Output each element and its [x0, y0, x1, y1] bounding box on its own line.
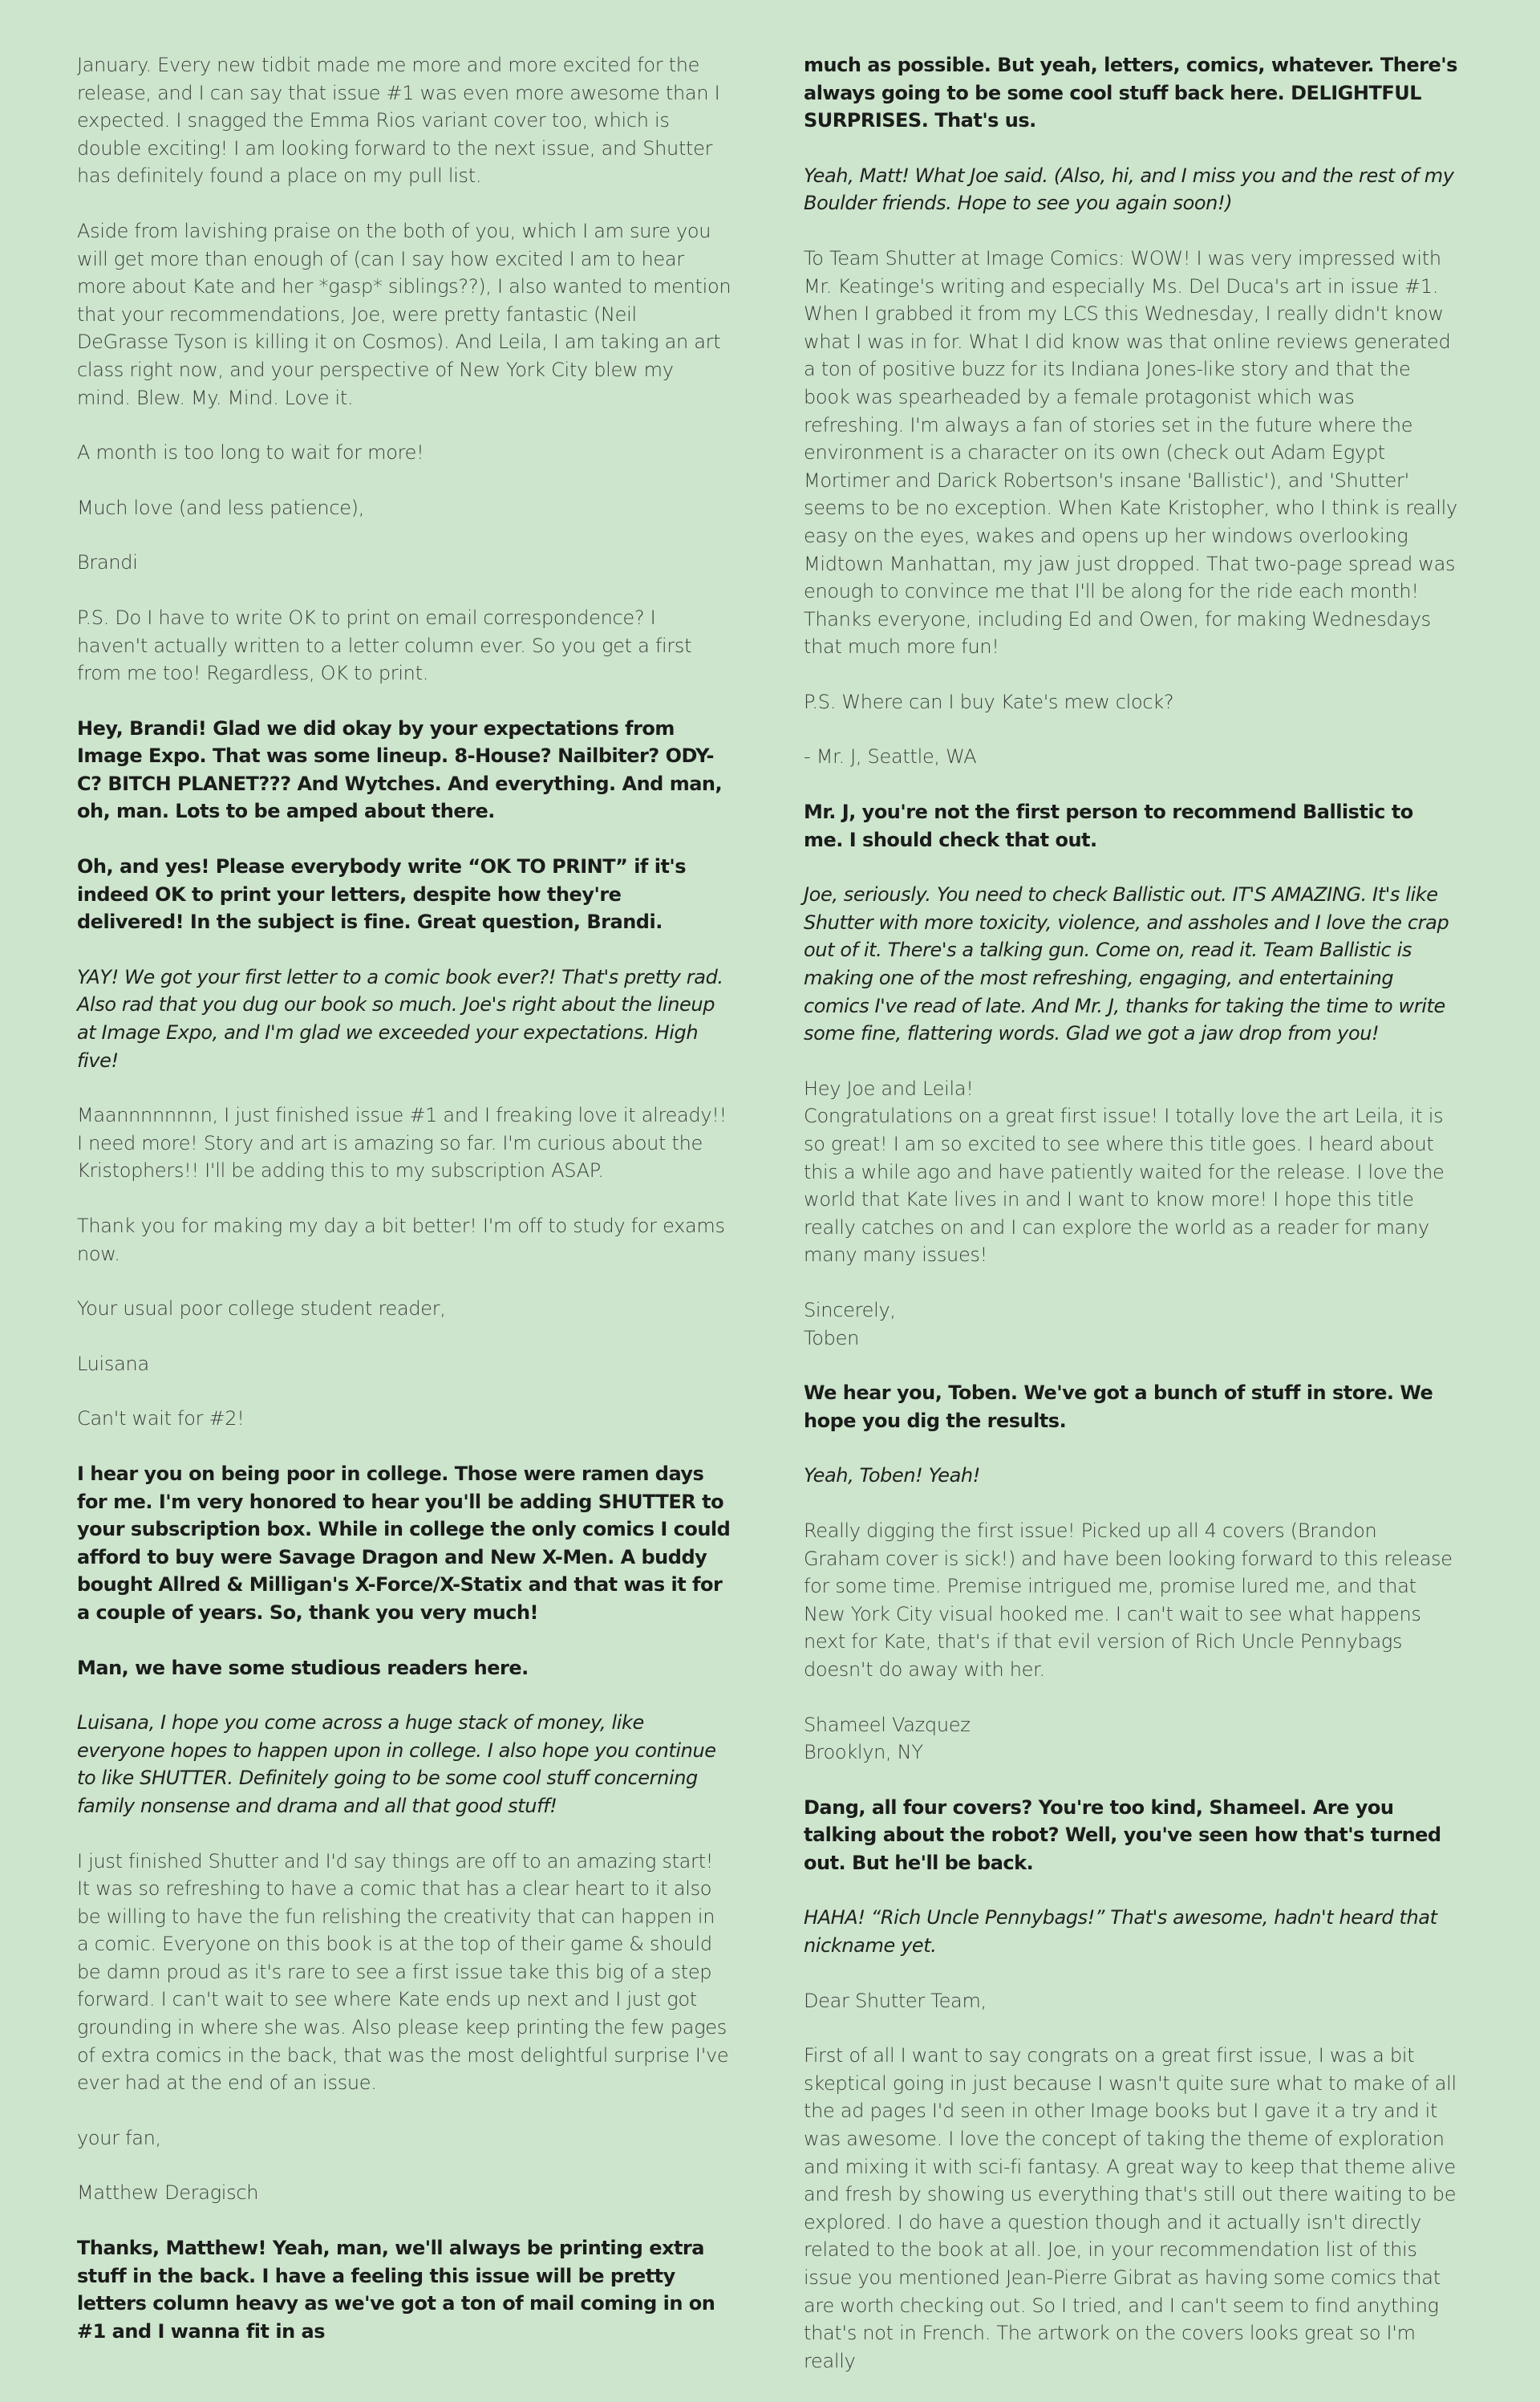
reader-letter-paragraph: Thank you for making my day a bit better! I'm off to study for exams now.: [77, 1215, 725, 1265]
leila-reply-paragraph: Joe, seriously. You need to check Ballistic out. IT'S AMAZING. It's like Shutter with more toxicity, violence, and assholes and I love the crap out of it. There's a talking gun. Come on, read it. Team Ballistic is making one of the most refreshing, engaging, and entertaining comics I've read of late. And Mr. J, thanks for taking the time to write some fine, flattering words. Glad we got a jaw drop from you!: [804, 883, 1449, 1045]
reader-letter-paragraph: Aside from lavishing praise on the both of you, which I am sure you will get more than enough of (can I say how excited I am to hear more about Kate and her *gasp* siblings??), I also wanted to mention that your recommendations, Joe, were pretty fantastic (Neil DeGrasse Tyson is killing it on Cosmos). And Leila, I am taking an art class right now, and your perspective of New York City blew my mind. Blew. My. Mind. Love it.: [77, 219, 732, 409]
left-column: [77, 51, 732, 2372]
leila-reply-paragraph: Yeah, Toben! Yeah!: [804, 1464, 980, 1487]
reader-letter-paragraph: Hey Joe and Leila!: [804, 1077, 974, 1100]
reader-letter-paragraph: your fan,: [77, 2126, 161, 2149]
reader-letter-paragraph: Really digging the first issue! Picked up all 4 covers (Brandon Graham cover is sick!) and have been looking forward to this release for some time. Premise intrigued me, promise lured me, and that New York City visual hooked me. I can't wait to see what happens next for Kate, that's if that evil version of Rich Uncle Pennybags doesn't do away with her.: [804, 1519, 1453, 1681]
reader-letter-paragraph: Shameel Vazquez: [804, 1713, 971, 1736]
joe-reply-paragraph: Mr. J, you're not the first person to recommend Ballistic to me. I should check that out.: [804, 801, 1413, 851]
joe-reply-paragraph: Oh, and yes! Please everybody write “OK TO PRINT” if it's indeed OK to print your letters, despite how they're delivered! In the subject is fine. Great question, Brandi.: [77, 855, 687, 934]
reader-letter-paragraph: Toben: [804, 1326, 859, 1349]
joe-reply-paragraph: Thanks, Matthew! Yeah, man, we'll always be printing extra stuff in the back. I have a feeling this issue will be pretty letters column heavy as we've got a ton of mail coming in on #1 and I wanna fit in as: [77, 2237, 715, 2343]
joe-reply-paragraph: I hear you on being poor in college. Those were ramen days for me. I'm very honored to hear you'll be adding SHUTTER to your subscription box. While in college the only comics I could afford to buy were Savage Dragon and New X-Men. A buddy bought Allred & Milligan's X-Force/X-Statix and that was it for a couple of years. So, thank you very much!: [77, 1462, 731, 1624]
joe-reply-paragraph: Dang, all four covers? You're too kind, Shameel. Are you talking about the robot? Well, you've seen how that's turned out. But he'll be back.: [804, 1795, 1441, 1874]
right-column: [804, 51, 1458, 2402]
reader-letter-paragraph: Sincerely,: [804, 1298, 896, 1321]
reader-letter-paragraph: Much love (and less patience),: [77, 496, 365, 519]
reader-letter-paragraph: January. Every new tidbit made me more and more excited for the release, and I can say that issue #1 was even more awesome than I expected. I snagged the Emma Rios variant cover too, which is double exciting! I am looking forward to the next issue, and Shutter has definitely found a place on my pull list.: [77, 54, 720, 188]
reader-letter-paragraph: Can't wait for #2!: [77, 1407, 245, 1430]
reader-letter-paragraph: P.S. Do I have to write OK to print on email correspondence? I haven't actually written to a letter column ever. So you get a first from me too! Regardless, OK to print.: [77, 606, 692, 685]
joe-reply-paragraph: We hear you, Toben. We've got a bunch of stuff in store. We hope you dig the results.: [804, 1382, 1433, 1432]
reader-letter-paragraph: P.S. Where can I buy Kate's mew clock?: [804, 690, 1174, 713]
reader-letter-paragraph: I just finished Shutter and I'd say things are off to an amazing start! It was so refreshing to have a comic that has a clear heart to it also be willing to have the fun relishing the creativity that can happen in a comic. Everyone on this book is at the top of their game & should be damn proud as it's rare to see a first issue take this big of a step forward. I can't wait to see where Kate ends up next and I just got grounding in where she was. Also please keep printing the few pages of extra comics in the back, that was the most delightful surprise I've ever had at the end of an issue.: [77, 1849, 729, 2095]
joe-reply-paragraph: Hey, Brandi! Glad we did okay by your expectations from Image Expo. That was some lineup. 8-House? Nailbiter? ODY-C? BITCH PLANET??? And Wytches. And everything. And man, oh, man. Lots to be amped about there.: [77, 716, 723, 823]
reader-letter-paragraph: Maannnnnnnn, I just finished issue #1 and I freaking love it already!! I need more! Story and art is amazing so far. I'm curious about the Kristophers!! I'll be adding this to my subscription ASAP.: [77, 1104, 727, 1183]
reader-letter-paragraph: Luisana: [77, 1352, 149, 1375]
leila-reply-paragraph: YAY! We got your first letter to a comic book ever?! That's pretty rad. Also rad that you dug our book so much. Joe's right about the lineup at Image Expo, and I'm glad we exceeded your expectations. High five!: [77, 965, 723, 1072]
reader-letter-paragraph: Brandi: [77, 551, 138, 574]
reader-letter-paragraph: Dear Shutter Team,: [804, 1989, 987, 2012]
reader-letter-paragraph: Congratulations on a great first issue! I totally love the art Leila, it is so great! I am so excited to see where this title goes. I heard about this a while ago and have patiently waited for the release. I love the world that Kate lives in and I want to know more! I hope this title really catches on and I can explore the world as a reader for many many many issues!: [804, 1105, 1445, 1267]
reader-letter-paragraph: Matthew Deragisch: [77, 2181, 259, 2205]
joe-reply-paragraph: Man, we have some studious readers here.: [77, 1656, 529, 1679]
reader-letter-paragraph: First of all I want to say congrats on a great first issue, I was a bit skeptical going in just because I wasn't quite sure what to make of all the ad pages I'd seen in other Image books but I gave it a try and it was awesome. I love the concept of taking the theme of exploration and mixing it with sci-fi fantasy. A great way to keep that theme alive and fresh by showing us everything that's still out there waiting to be explored. I do have a question though and it actually isn't directly related to the book at all. Joe, in your recommendation list of this issue you mentioned Jean-Pierre Gibrat as having some comics that are worth checking out. So I tried, and I can't seem to find anything that's not in French. The artwork on the covers looks great so I'm really: [804, 2044, 1457, 2372]
reader-letter-paragraph: - Mr. J, Seattle, WA: [804, 745, 977, 769]
leila-reply-paragraph: HAHA! “Rich Uncle Pennybags!” That's awesome, hadn't heard that nickname yet.: [804, 1906, 1437, 1958]
reader-letter-paragraph: A month is too long to wait for more!: [77, 441, 424, 465]
leila-reply-paragraph: Luisana, I hope you come across a huge stack of money, like everyone hopes to happen upon in college. I also hope you continue to like SHUTTER. Definitely going to be some cool stuff concerning family nonsense and drama and all that good stuff!: [77, 1711, 716, 1817]
reader-letter-paragraph: Brooklyn, NY: [804, 1741, 923, 1764]
reader-letter-paragraph: To Team Shutter at Image Comics: WOW! I was very impressed with Mr. Keatinge's writing and especially Ms. Del Duca's art in issue #1. When I grabbed it from my LCS this Wednesday, I really didn't know what I was in for. What I did know was that online reviews generated a ton of positive buzz for its Indiana Jones-like story and that the book was spearheaded by a female protagonist which was refreshing. I'm always a fan of stories set in the future where the environment is a character on its own (check out Adam Egypt Mortimer and Darick Robertson's insane 'Ballistic'), and 'Shutter' seems to be no exception. When Kate Kristopher, who I think is really easy on the eyes, wakes and opens up her windows overlooking Midtown Manhattan, my jaw just dropped. That two-page spread was enough to convince me that I'll be along for the ride each month! Thanks everyone, including Ed and Owen, for making Wednesdays that much more fun!: [804, 246, 1457, 659]
joe-reply-paragraph: much as possible. But yeah, letters, comics, whatever. There's always going to be some cool stuff back here. DELIGHTFUL SURPRISES. That's us.: [804, 54, 1457, 132]
reader-letter-paragraph: Your usual poor college student reader,: [77, 1297, 446, 1321]
leila-reply-paragraph: Yeah, Matt! What Joe said. (Also, hi, and I miss you and the rest of my Boulder friends. Hope to see you again soon!): [804, 164, 1454, 215]
